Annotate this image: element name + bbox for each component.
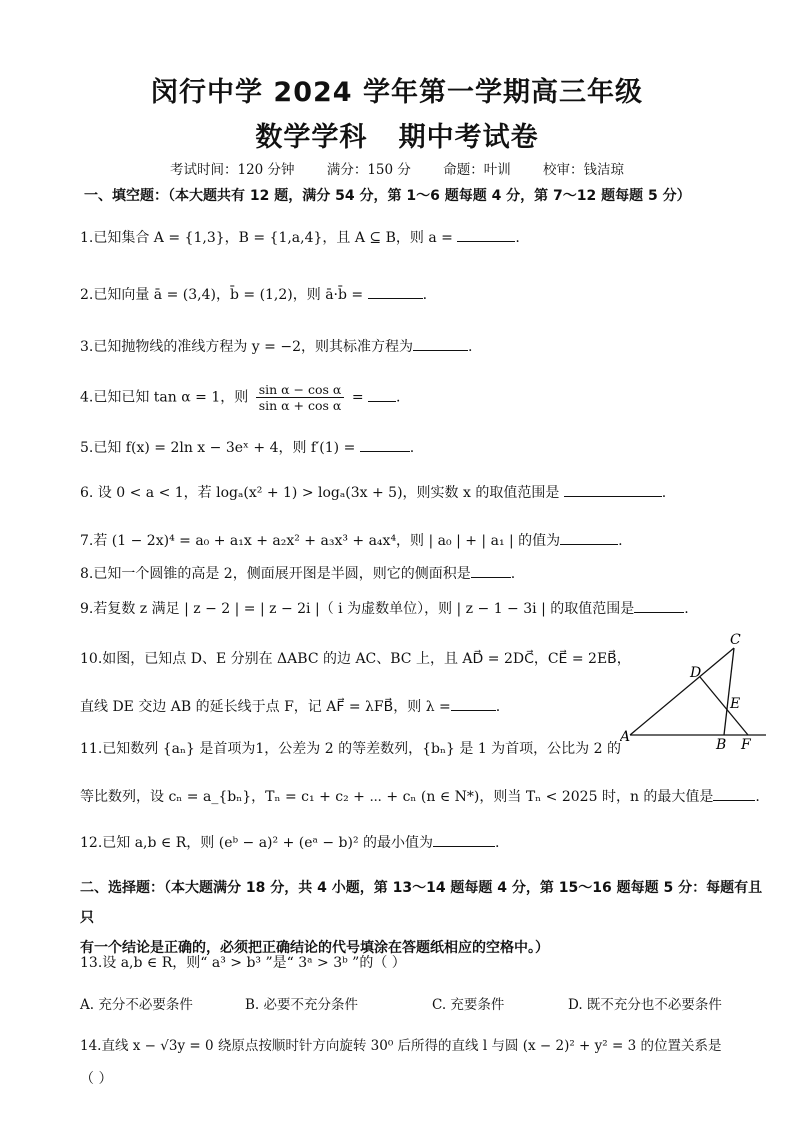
answer-blank[interactable] xyxy=(413,336,468,351)
answer-blank[interactable] xyxy=(368,387,396,402)
answer-blank[interactable] xyxy=(564,482,662,497)
question-5: 5.已知 f(x) = 2ln x − 3eˣ + 4，则 f′(1) = . xyxy=(80,437,766,457)
question-6: 6. 设 0 < a < 1，若 logₐ(x² + 1) > logₐ(3x + 5)，则实数 x 的取值范围是 . xyxy=(80,482,766,502)
question-11-line2: 等比数列，设 cₙ = a_{bₙ}，Tₙ = c₁ + c₂ + ⋯ + cₙ (n ∈ N*)，则当 Tₙ < 2025 时，n 的最大值是 . xyxy=(80,786,766,806)
option-b[interactable]: B. 必要不充分条件 xyxy=(245,997,359,1013)
point-label: E xyxy=(730,696,741,712)
question-9: 9.若复数 z 满足 | z − 2 | = | z − 2i |（ i 为虚数单位），则 | z − 1 − 3i | 的取值范围是 . xyxy=(80,598,766,618)
point-label: D xyxy=(690,665,702,681)
question-10-line2: 直线 DE 交边 AB 的延长线于点 F，记 AF⃗ = λFB⃗，则 λ = . xyxy=(80,696,614,716)
question-11-line1: 11.已知数列 {aₙ} 是首项为1，公差为 2 的等差数列，{bₙ} 是 1 为首项，公比为 2 的 xyxy=(80,741,621,757)
exam-time: 考试时间：120 分钟 xyxy=(169,162,295,178)
setter: 命题：叶训 xyxy=(443,162,511,178)
answer-blank[interactable] xyxy=(634,598,684,613)
point-label: C xyxy=(730,632,741,648)
option-c[interactable]: C. 充要条件 xyxy=(432,997,505,1013)
point-label: B xyxy=(716,737,727,753)
question-8: 8.已知一个圆锥的高是 2，侧面展开图是半圆，则它的侧面积是 . xyxy=(80,563,766,583)
answer-blank[interactable] xyxy=(451,696,496,711)
triangle-figure xyxy=(620,628,770,753)
question-13: 13.设 a,b ∈ R，则“ a³ > b³ ”是“ 3ᵃ > 3ᵇ ”的（ ） xyxy=(80,955,406,971)
answer-blank[interactable] xyxy=(560,530,618,545)
question-10-line1: 10.如图，已知点 D、E 分别在 ΔABC 的边 AC、BC 上，且 AD⃗ = 2DC⃗，CE⃗ = 2EB⃗， xyxy=(80,651,631,667)
full-score: 满分：150 分 xyxy=(326,162,411,178)
question-14: 14.直线 x − √3y = 0 绕原点按顺时针方向旋转 30⁰ 后所得的直线 l 与圆 (x − 2)² + y² = 3 的位置关系是 xyxy=(80,1038,722,1054)
point-label: A xyxy=(620,729,631,745)
segment-ac xyxy=(630,648,734,735)
answer-blank[interactable] xyxy=(457,227,515,242)
question-3: 3.已知抛物线的准线方程为 y = −2，则其标准方程为 . xyxy=(80,336,766,356)
segment-df xyxy=(700,677,748,735)
reviewer: 校审：钱洁琼 xyxy=(543,162,624,178)
question-2: 2.已知向量 ā = (3,4)，b̄ = (1,2)，则 ā·b̄ = . xyxy=(80,284,766,304)
question-4: 4.已知已知 tan α = 1，则 $\frac{\text{sin α − cos α}}{\text{sin α + cos α}}$ = . xyxy=(80,382,401,413)
option-a[interactable]: A. 充分不必要条件 xyxy=(80,997,193,1013)
section1-heading: 一、填空题：（本大题共有 12 题，满分 54 分，第 1～6 题每题 4 分，第 7～12 题每题 5 分） xyxy=(84,188,691,204)
question-1: 1.已知集合 A = {1,3}，B = {1,a,4}，且 A ⊆ B，则 a = . xyxy=(80,227,766,247)
point-label: F xyxy=(741,737,751,753)
exam-title: 闵行中学 2024 学年第一学期高三年级 xyxy=(151,77,643,108)
answer-blank[interactable] xyxy=(368,284,423,299)
answer-blank[interactable] xyxy=(360,437,410,452)
segment-cb xyxy=(724,648,734,735)
answer-blank[interactable] xyxy=(713,786,755,801)
question-7: 7.若 (1 − 2x)⁴ = a₀ + a₁x + a₂x² + a₃x³ + a₄x⁴，则 | a₀ | + | a₁ | 的值为 . xyxy=(80,530,766,550)
question-14-answer-paren[interactable]: （ ） xyxy=(80,1071,113,1087)
section2-heading: 二、选择题：（本大题满分 18 分，共 4 小题，第 13～14 题每题 4 分，第 15～16 题每题 5 分：每题有且只 有一个结论是正确的，必须把正确结论的代号填涂在答题纸相应的空格中。） xyxy=(80,880,763,956)
answer-blank[interactable] xyxy=(433,832,495,847)
fraction: $\frac{\text{sin α − cos α}}{\text{sin α + cos α}}$ xyxy=(256,382,345,413)
exam-subtitle: 数学学科 期中考试卷 xyxy=(255,122,539,153)
answer-blank[interactable] xyxy=(471,563,511,578)
option-d[interactable]: D. 既不充分也不必要条件 xyxy=(568,997,722,1013)
exam-info xyxy=(0,158,794,178)
question-12: 12.已知 a,b ∈ R，则 (eᵇ − a)² + (eᵃ − b)² 的最小值为 . xyxy=(80,832,766,852)
